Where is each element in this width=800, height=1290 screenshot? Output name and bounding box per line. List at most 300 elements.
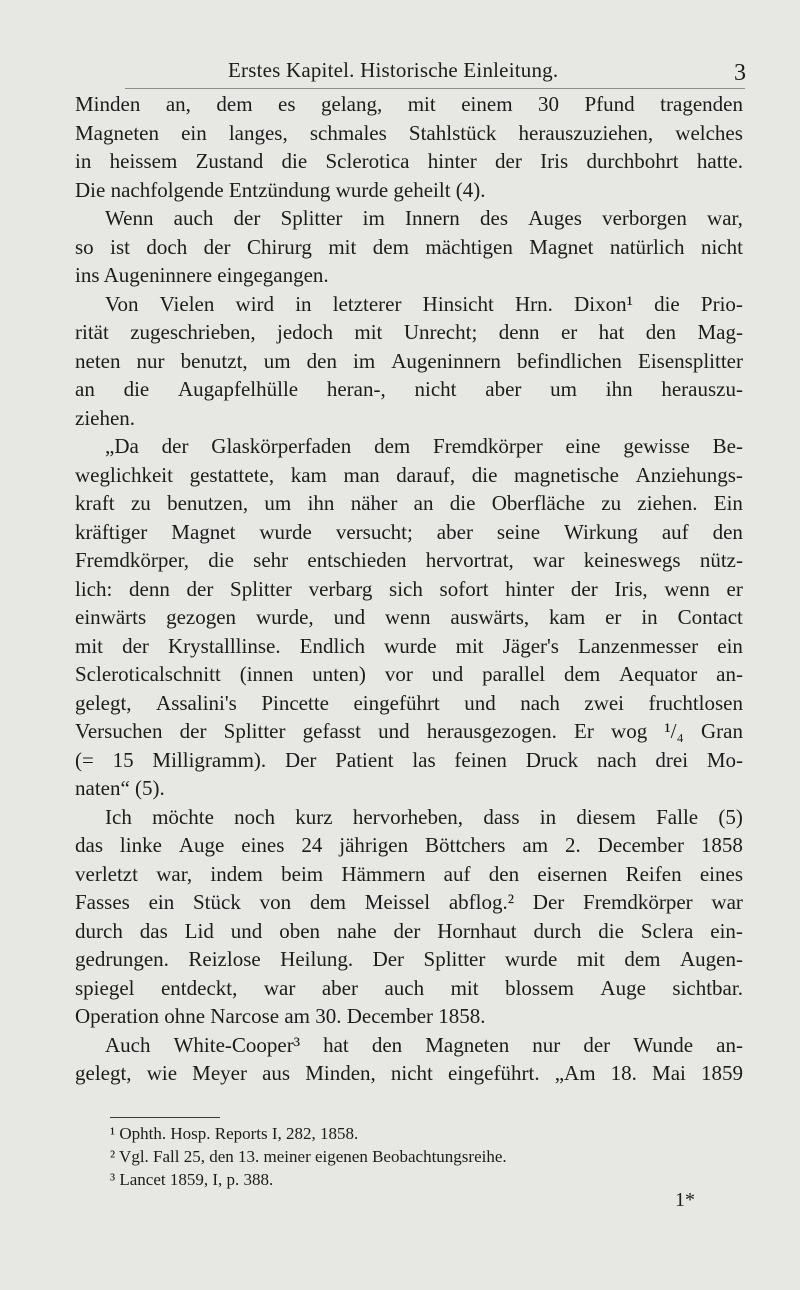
word: nütz-	[699, 548, 743, 572]
word: entschieden	[307, 548, 407, 572]
word: Anziehungs-	[635, 462, 743, 487]
word: Augapfelhülle	[177, 377, 299, 401]
word: man	[343, 462, 380, 487]
word: Unrecht;	[403, 320, 478, 344]
word: Reifen	[625, 861, 682, 886]
footnote: ¹ Ophth. Hosp. Reports I, 282, 1858.	[110, 1124, 359, 1143]
word: heissem	[109, 149, 178, 173]
word: war,	[156, 861, 193, 886]
word: kraft	[75, 491, 115, 515]
word: Druck	[525, 747, 579, 772]
word: Von	[105, 291, 139, 316]
word: der	[179, 719, 207, 743]
word: Böttchers	[425, 833, 506, 857]
word: wenn	[664, 576, 710, 601]
text-line	[75, 546, 743, 575]
word: um	[264, 491, 292, 515]
word: gefasst	[302, 719, 361, 743]
word: dem	[372, 234, 409, 259]
word: heran-,	[326, 377, 386, 401]
word: im	[362, 206, 385, 230]
word: dem	[564, 662, 601, 686]
word: er	[726, 576, 743, 601]
word: linke	[119, 833, 162, 857]
text-line	[75, 575, 743, 604]
text-line: Operation ohne Narcose am 30. December 1858.	[75, 1004, 486, 1028]
word: gelegt,	[75, 690, 132, 715]
word: Contact	[677, 605, 743, 629]
word: Chirurg	[246, 234, 312, 259]
word: (innen	[239, 662, 294, 686]
running-header	[0, 58, 800, 92]
word: wurde	[504, 947, 558, 971]
word: 30	[538, 92, 560, 116]
text-line	[75, 318, 743, 347]
word: an,	[165, 92, 191, 116]
word: zugeschrieben,	[130, 320, 256, 344]
word: herauszuziehen,	[518, 120, 654, 145]
word: kurz	[295, 804, 333, 829]
word: im	[353, 348, 376, 373]
chapter-title: Erstes Kapitel. Historische Einleitung.	[228, 58, 559, 82]
word: verletzt	[75, 861, 138, 886]
word: ¹/₄	[664, 719, 684, 743]
word: die	[654, 291, 680, 316]
word: eines	[241, 833, 285, 857]
word: Augen-	[679, 947, 743, 971]
word: Der	[372, 947, 405, 971]
word: denn	[129, 576, 170, 601]
word: Ich	[105, 804, 132, 829]
word: den	[712, 519, 743, 544]
text-line	[75, 917, 743, 946]
word: wurde	[259, 519, 312, 544]
word: mit	[75, 633, 104, 658]
word: der	[393, 918, 421, 943]
text-line: ins Augeninnere eingegangen.	[75, 263, 329, 287]
word: natürlich	[609, 234, 685, 259]
footnotes	[110, 1122, 507, 1191]
word: jedoch	[277, 320, 333, 344]
word: Wunde	[633, 1032, 694, 1057]
word: er	[560, 320, 578, 344]
word: denn	[498, 320, 540, 344]
word: lich:	[75, 576, 113, 601]
word: neten	[75, 348, 121, 373]
word: nahe	[336, 918, 377, 943]
word: die	[208, 548, 234, 572]
word: eine	[565, 434, 601, 458]
word: in	[539, 804, 557, 829]
word: blossem	[505, 975, 574, 1000]
text-line	[75, 888, 743, 917]
word: nicht	[414, 377, 457, 401]
word: durchbohrt	[586, 149, 679, 173]
text-line	[75, 119, 743, 148]
word: befindlichen	[516, 348, 622, 373]
word: eingeführt.	[448, 1061, 540, 1085]
text-line	[75, 375, 743, 404]
word: (5)	[718, 804, 743, 829]
text-line	[75, 347, 743, 376]
word: Minden	[75, 92, 141, 116]
word: Falle	[656, 804, 699, 829]
word: spiegel	[75, 975, 135, 1000]
word: auch	[173, 206, 214, 230]
text-line	[75, 1031, 743, 1060]
word: von	[259, 890, 292, 914]
word: Gran	[701, 719, 743, 743]
word: war	[711, 890, 743, 914]
word: gezogen	[166, 605, 237, 629]
word: hinter	[427, 149, 477, 173]
word: (=	[75, 747, 94, 772]
word: keineswegs	[583, 548, 681, 572]
word: den	[306, 348, 337, 373]
word: den	[645, 320, 677, 344]
word: möchte	[152, 804, 214, 829]
word: Pincette	[261, 690, 329, 715]
word: in	[641, 605, 658, 629]
word: langes,	[228, 120, 288, 145]
word: Magnet	[171, 519, 236, 544]
word: December	[597, 833, 684, 857]
word: wird	[235, 291, 275, 316]
word: war	[263, 975, 296, 1000]
word: Stahlstück	[408, 120, 497, 145]
word: noch	[234, 804, 275, 829]
word: Krystalllinse.	[168, 633, 281, 658]
word: der	[233, 206, 261, 230]
word: dem	[374, 434, 411, 458]
word: Prio-	[700, 291, 743, 316]
word: aus	[262, 1061, 291, 1085]
word: Iris	[540, 149, 569, 173]
word: mit	[455, 633, 484, 658]
word: das	[139, 918, 168, 943]
word: hat	[323, 1032, 349, 1057]
word: Be-	[712, 434, 743, 458]
word: Auch	[105, 1032, 151, 1057]
word: wenn	[384, 605, 431, 629]
word: Sclera	[640, 918, 694, 943]
header-rule	[125, 88, 745, 89]
word: darauf,	[396, 462, 456, 487]
word: ziehen.	[637, 491, 698, 515]
word: nur	[136, 348, 165, 373]
word: ein	[717, 633, 743, 658]
word: war	[533, 548, 565, 572]
word: des	[480, 206, 508, 230]
word: „Am	[554, 1061, 596, 1085]
text-line	[75, 689, 743, 718]
word: auf	[661, 519, 689, 544]
word: 18.	[610, 1061, 637, 1085]
word: schmales	[309, 120, 387, 145]
word: Assalini's	[156, 690, 237, 715]
word: Splitter	[223, 719, 286, 743]
word: der	[122, 633, 149, 658]
word: „Da	[105, 434, 139, 458]
word: herausgezogen.	[426, 719, 557, 743]
word: sehr	[253, 548, 289, 572]
word: hat	[598, 320, 625, 344]
word: wie	[146, 1061, 178, 1085]
word: den	[371, 1032, 403, 1057]
word: diesem	[576, 804, 636, 829]
word: ihn	[605, 377, 633, 401]
text-line	[75, 746, 743, 775]
word: der	[161, 434, 189, 458]
word: gestattete,	[189, 462, 275, 487]
word: Hämmern	[341, 861, 426, 886]
word: Splitter	[230, 576, 292, 601]
word: ein-	[710, 918, 743, 943]
word: Aequator	[619, 662, 698, 686]
word: mit	[407, 92, 436, 116]
word: Ein	[713, 491, 743, 515]
word: Eisensplitter	[638, 348, 743, 373]
word: und	[431, 662, 464, 686]
word: hinter	[505, 576, 555, 601]
word: kam	[290, 462, 327, 487]
word: und	[230, 918, 263, 943]
word: Mai	[652, 1061, 686, 1085]
word: nicht	[700, 234, 743, 259]
footnote-rule	[110, 1117, 220, 1118]
text-line	[75, 831, 743, 860]
word: Zustand	[195, 149, 264, 173]
word: um	[263, 348, 291, 373]
word: benutzen,	[167, 491, 249, 515]
word: das	[75, 833, 103, 857]
word: magnetische	[514, 462, 619, 487]
word: Auge	[178, 833, 225, 857]
word: Pfund	[584, 92, 635, 116]
word: hatte.	[696, 149, 743, 173]
word: Der	[284, 747, 317, 772]
word: mächtigen	[425, 234, 513, 259]
word: dem	[624, 947, 661, 971]
text-line	[75, 518, 743, 547]
word: den	[488, 861, 520, 886]
word: Jäger's	[502, 633, 559, 658]
word: doch	[146, 234, 188, 259]
word: an-	[716, 1032, 743, 1057]
word: gewisse	[623, 434, 690, 458]
word: wurde	[384, 633, 437, 658]
text-line	[75, 432, 743, 461]
word: beim	[281, 861, 324, 886]
word: Lanzenmesser	[578, 633, 699, 658]
word: Patient	[335, 747, 394, 772]
word: nach	[596, 747, 637, 772]
word: Der	[532, 890, 565, 914]
footnote: ² Vgl. Fall 25, den 13. meiner eigenen Beobachtungsreihe.	[110, 1147, 507, 1166]
word: weglichkeit	[75, 462, 173, 487]
word: hervorheben,	[352, 804, 464, 829]
word: welches	[675, 120, 743, 145]
text-line	[75, 860, 743, 889]
word: und	[464, 690, 496, 715]
word: seine	[496, 519, 541, 544]
word: und	[333, 605, 366, 629]
word: rität	[75, 320, 109, 344]
word: Endlich	[299, 633, 365, 658]
word: feinen	[454, 747, 507, 772]
word: durch	[75, 918, 123, 943]
word: Hrn.	[515, 291, 553, 316]
word: abflog.²	[448, 890, 515, 914]
word: 24	[301, 833, 323, 857]
word: dass	[483, 804, 520, 829]
word: eingeführt	[353, 690, 440, 715]
word: Lid	[184, 918, 214, 943]
word: 1859	[700, 1061, 743, 1085]
word: Meyer	[192, 1061, 247, 1085]
word: in	[295, 291, 312, 316]
word: gelegt,	[75, 1061, 132, 1085]
word: Auge	[600, 975, 646, 1000]
word: Fasses	[75, 890, 130, 914]
word: Meissel	[364, 890, 431, 914]
word: kräftiger	[75, 519, 148, 544]
word: indem	[210, 861, 263, 886]
word: Hinsicht	[422, 291, 494, 316]
word: Fremdkörper	[433, 434, 543, 458]
word: durch	[533, 918, 582, 943]
text-line	[75, 461, 743, 490]
word: parallel	[482, 662, 546, 686]
word: entdeckt,	[160, 975, 238, 1000]
word: Scleroticalschnitt	[75, 662, 221, 686]
word: Glaskörperfaden	[211, 434, 352, 458]
word: Iris,	[614, 576, 648, 601]
word: aber	[321, 975, 358, 1000]
word: Heilung.	[280, 947, 354, 971]
word: ein	[148, 890, 175, 914]
text-line	[75, 147, 743, 176]
word: an	[413, 491, 434, 515]
word: kam	[549, 605, 586, 629]
word: der	[495, 149, 522, 173]
word: Wirkung	[564, 519, 638, 544]
word: Minden,	[305, 1061, 376, 1085]
word: die	[598, 918, 624, 943]
word: Magneten	[425, 1032, 510, 1057]
word: an-	[716, 662, 743, 686]
word: tragenden	[660, 92, 743, 116]
word: Augeninnern	[391, 348, 501, 373]
word: der	[570, 576, 598, 601]
word: mit	[328, 234, 357, 259]
word: Magnet	[529, 234, 594, 259]
word: zu	[130, 491, 151, 515]
word: nach	[520, 690, 560, 715]
word: auswärts,	[450, 605, 530, 629]
word: Mo-	[706, 747, 743, 772]
word: sofort	[439, 576, 489, 601]
text-line	[75, 1059, 743, 1088]
word: Sclerotica	[325, 149, 410, 173]
word: Stück	[193, 890, 241, 914]
page-number: 3	[734, 60, 746, 86]
word: ein	[181, 120, 207, 145]
word: eines	[699, 861, 743, 886]
word: war,	[707, 206, 743, 230]
word: auch	[384, 975, 425, 1000]
text-line	[75, 945, 743, 974]
word: vor	[384, 662, 413, 686]
word: Mag-	[697, 320, 743, 344]
word: einem	[461, 92, 513, 116]
word: in	[75, 149, 92, 173]
word: Hornhaut	[437, 918, 517, 943]
word: Milligramm).	[152, 747, 267, 772]
printer-signature: 1*	[675, 1189, 695, 1211]
word: am	[522, 833, 549, 857]
word: Versuchen	[75, 719, 163, 743]
text-line: Die nachfolgende Entzündung wurde geheilt (4).	[75, 177, 486, 202]
word: fruchtlosen	[648, 690, 743, 715]
word: verborgen	[602, 206, 687, 230]
text-line	[75, 660, 743, 689]
word: an	[75, 377, 95, 401]
word: näher	[350, 491, 398, 515]
text-line	[75, 290, 743, 319]
word: mit	[450, 975, 479, 1000]
word: eisernen	[537, 861, 608, 886]
footnote: ³ Lancet 1859, I, p. 388.	[110, 1170, 274, 1189]
word: einwärts	[75, 605, 147, 629]
text-line	[75, 974, 743, 1003]
text-line	[75, 204, 743, 233]
word: 2.	[564, 833, 581, 857]
word: Splitter	[423, 947, 486, 971]
word: 1858	[700, 833, 743, 857]
word: Reizlose	[188, 947, 261, 971]
word: Wenn	[105, 206, 154, 230]
word: der	[186, 576, 214, 601]
word: zu	[601, 491, 622, 515]
word: nicht	[390, 1061, 433, 1085]
word: hervortrat,	[425, 548, 514, 572]
text-line	[75, 603, 743, 632]
text-line: ziehen.	[75, 405, 136, 430]
word: die	[281, 149, 308, 173]
word: gelang,	[321, 92, 383, 116]
word: gedrungen.	[75, 947, 169, 971]
word: er	[605, 605, 622, 629]
body-text	[75, 90, 743, 1088]
text-line	[75, 90, 743, 119]
word: ist	[110, 234, 130, 259]
word: ihn	[307, 491, 335, 515]
word: wog	[611, 719, 648, 743]
word: Fremdkörper	[583, 890, 693, 914]
word: Splitter	[280, 206, 343, 230]
text-line	[75, 717, 743, 746]
word: Fremdkörper,	[75, 548, 190, 572]
word: und	[378, 719, 410, 743]
word: so	[75, 234, 94, 259]
text-line	[75, 632, 743, 661]
text-line	[75, 803, 743, 832]
word: Auges	[528, 206, 582, 230]
word: die	[123, 377, 150, 401]
word: Oberfläche	[491, 491, 585, 515]
word: sich	[389, 576, 423, 601]
